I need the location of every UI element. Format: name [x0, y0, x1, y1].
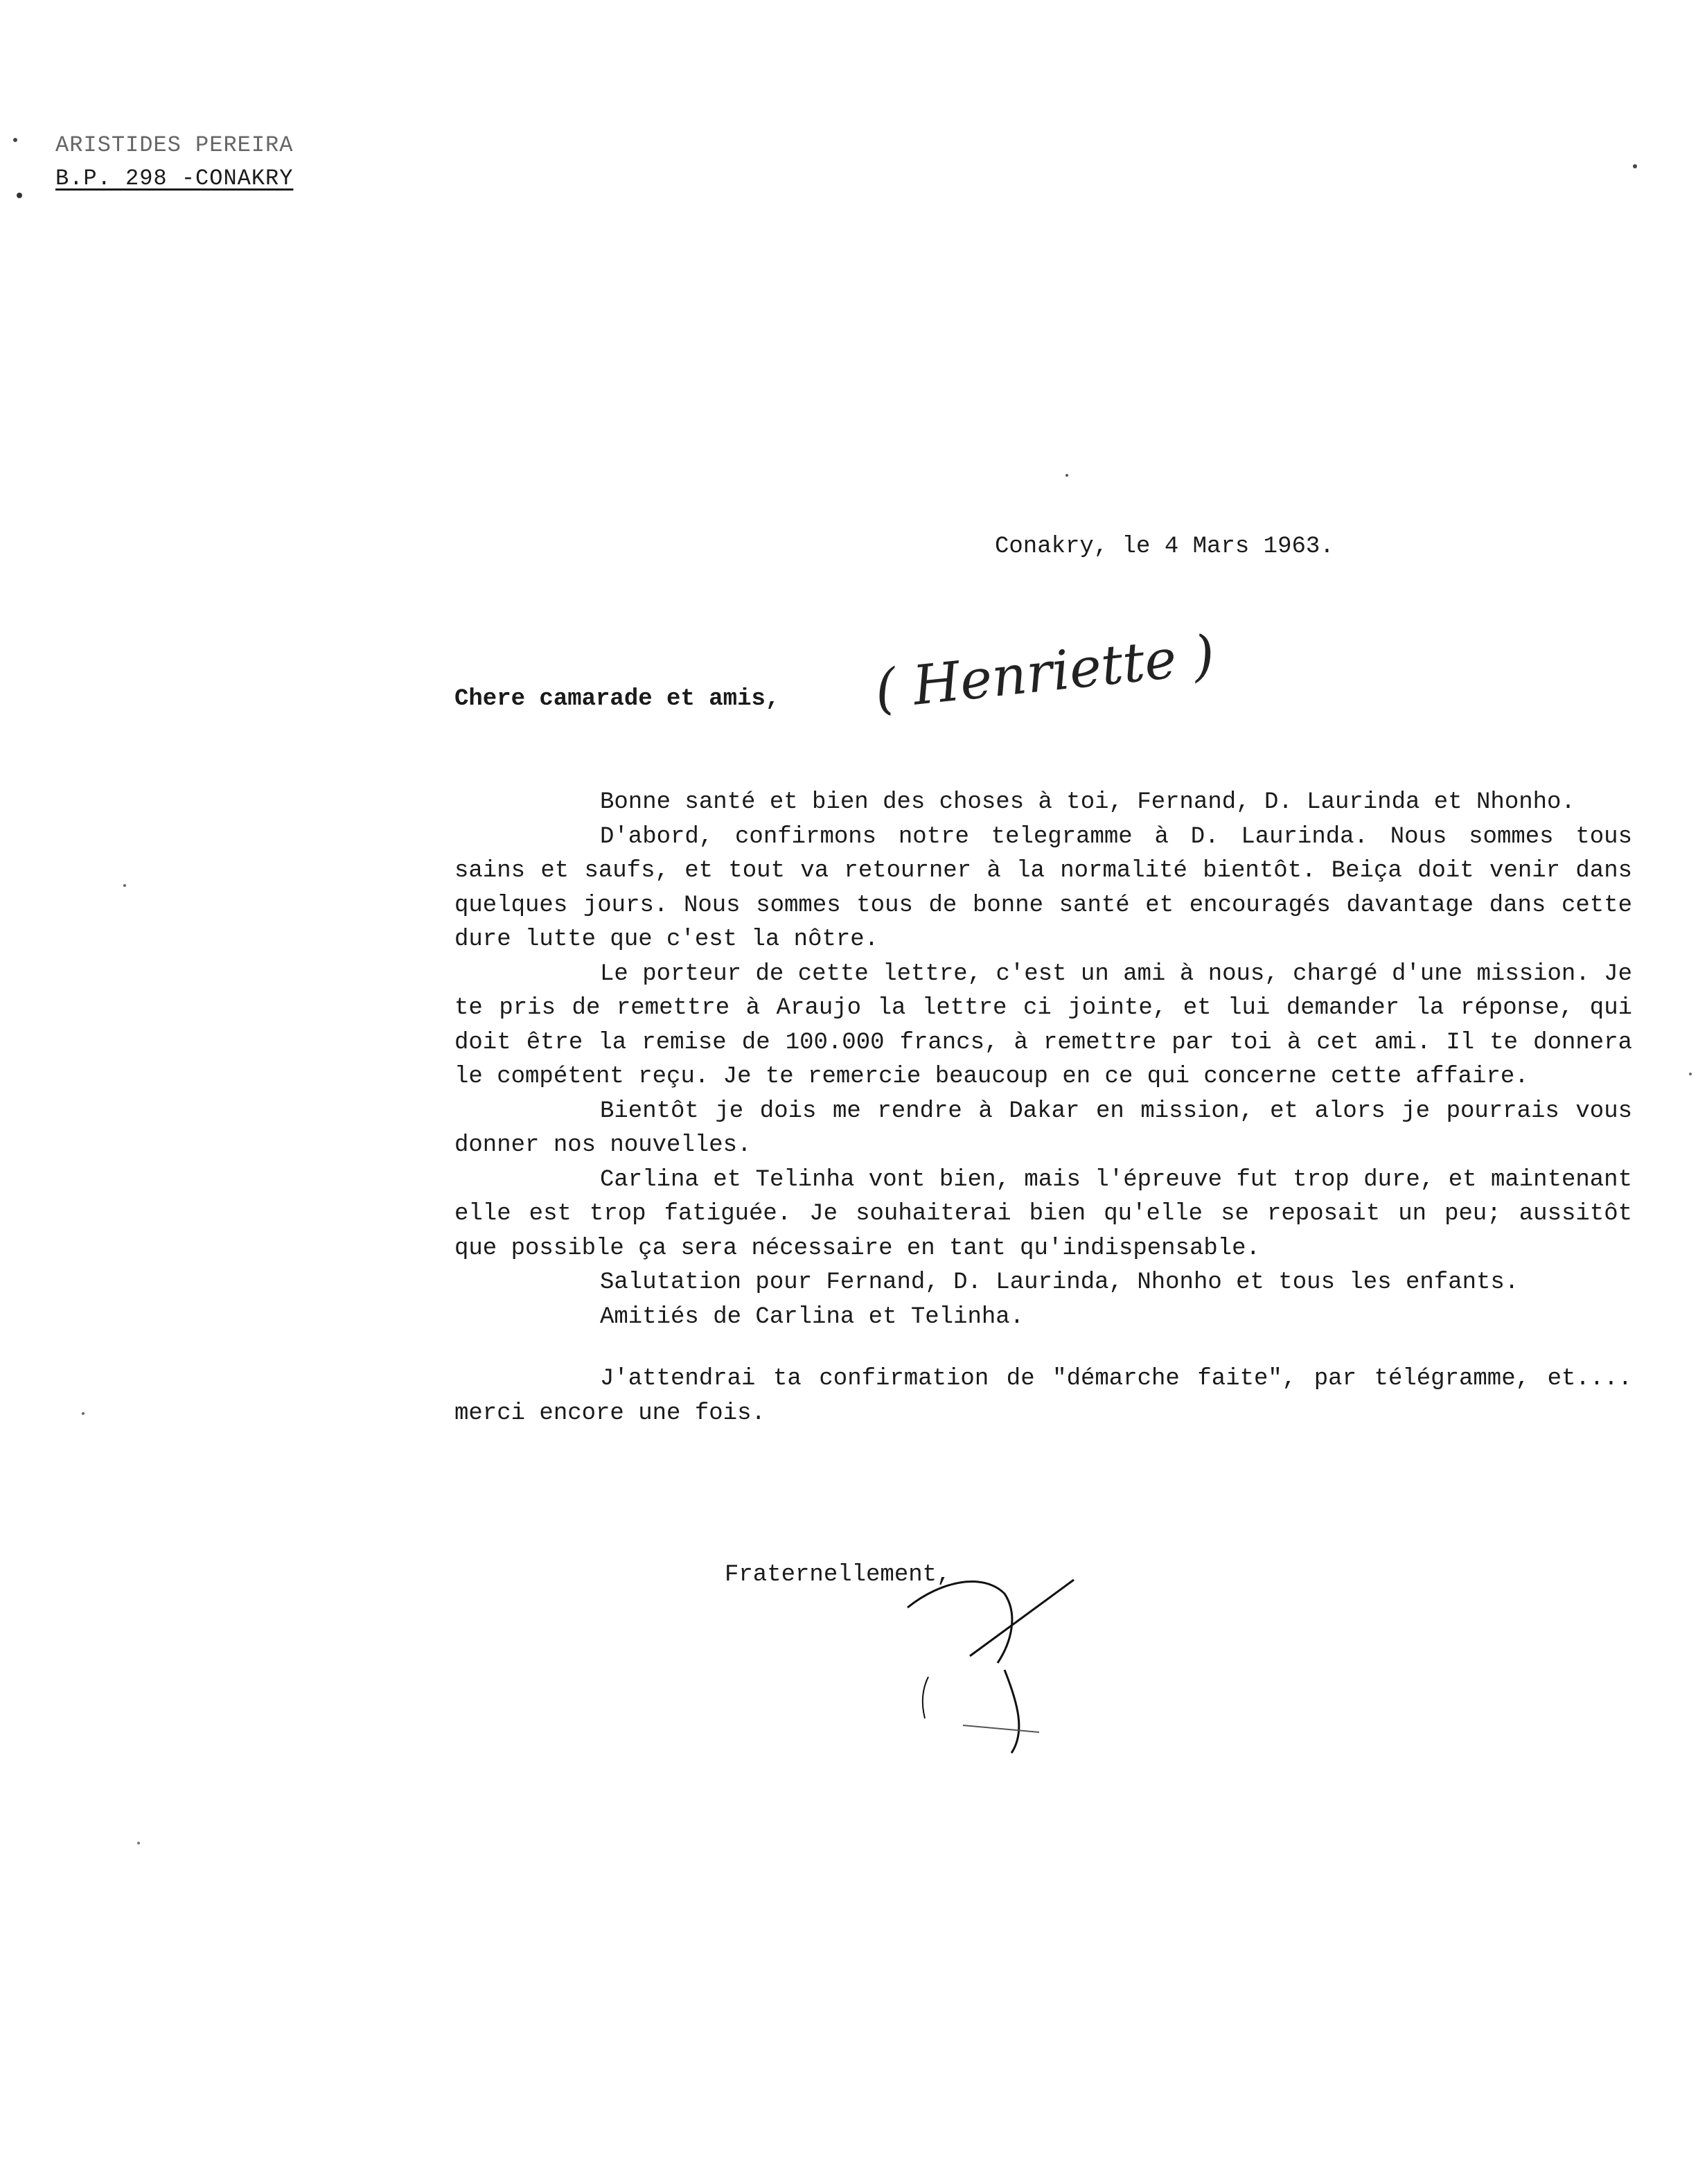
letter-date: Conakry, le 4 Mars 1963. — [995, 534, 1334, 560]
closing-paragraph: J'attendrai ta confirmation de "démarche faite", par télégramme, et.... merci encore une fois. — [454, 1366, 1632, 1427]
paragraph: D'abord, confirmons notre telegramme à D. Laurinda. Nous sommes tous sains et saufs, et tout va retourner à la normalité bientôt. Beiça doit venir dans quelques jours. Nous sommes tous de bonne santé et encouragés davantage dans cette dure lutte que c'est la nôtre. — [454, 823, 1632, 953]
signoff: Fraternellement, — [725, 1562, 951, 1588]
signature-mark — [901, 1566, 1095, 1774]
greeting-line: Salutation pour Fernand, D. Laurinda, Nhonho et tous les enfants. — [600, 1269, 1519, 1296]
paragraph: Carlina et Telinha vont bien, mais l'épreuve fut trop dure, et maintenant elle est trop fatiguée. Je souhaiterai bien qu'elle se reposait un peu; aussitôt que possible ça sera nécessaire en tant qu'indispensable. — [454, 1166, 1632, 1262]
paragraph: Bientôt je dois me rendre à Dakar en mission, et alors je pourrais vous donner nos nouvelles. — [454, 1098, 1632, 1159]
sender-name: ARISTIDES PEREIRA — [55, 132, 294, 158]
greeting-line: Amitiés de Carlina et Telinha. — [600, 1303, 1025, 1330]
greetings-block — [454, 1266, 1632, 1335]
paragraph: Bonne santé et bien des choses à toi, Fernand, D. Laurinda et Nhonho. — [600, 789, 1575, 816]
letter-body — [454, 786, 1632, 1431]
sender-address: B.P. 298 -CONAKRY — [55, 166, 294, 191]
sender-block — [55, 129, 293, 195]
handwritten-note: ( Henriette ) — [872, 624, 1218, 722]
salutation: Chere camarade et amis, — [454, 686, 780, 712]
paragraph: Le porteur de cette lettre, c'est un ami à nous, chargé d'une mission. Je te pris de remettre à Araujo la lettre ci jointe, et lui demander la réponse, qui doit être la remise de 100.000 francs, à remettre par toi à cet ami. Il te donnera le compétent reçu. Je te remercie beaucoup en ce qui concerne cette affaire. — [454, 960, 1632, 1090]
